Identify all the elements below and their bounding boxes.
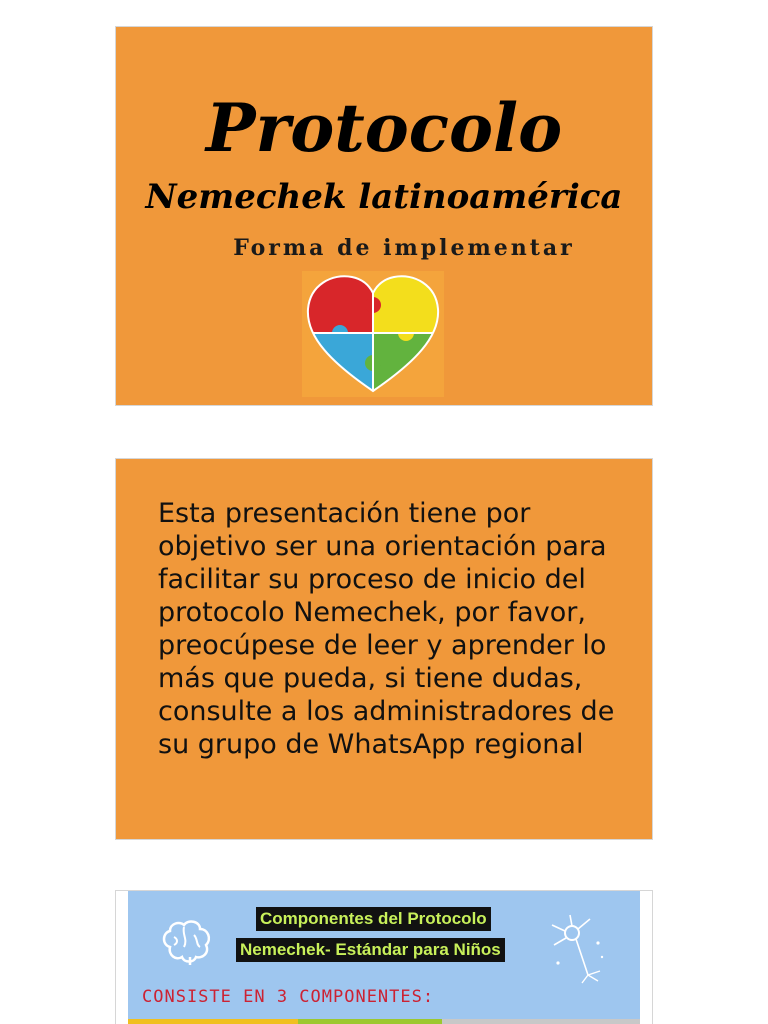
slide-subtitle-secondary: Forma de implementar: [233, 235, 575, 261]
components-intro-text: CONSISTE EN 3 COMPONENTES:: [142, 987, 435, 1007]
components-heading-line1: Componentes del Protocolo: [256, 907, 491, 931]
component-strip-3: [442, 1019, 640, 1024]
neuron-icon: [548, 913, 608, 985]
components-heading-line2: Nemechek- Estándar para Niños: [236, 938, 505, 962]
puzzle-heart-icon: [302, 271, 444, 397]
brain-icon: [160, 917, 212, 967]
slide-subtitle: Nemechek latinoamérica: [145, 177, 623, 217]
components-slide: [115, 890, 653, 1024]
title-slide: [115, 26, 653, 406]
component-strip-2: [298, 1019, 442, 1024]
intro-slide: [115, 458, 653, 840]
component-strip-1: [128, 1019, 298, 1024]
intro-paragraph: Esta presentación tiene por objetivo ser una orientación para facilitar su proceso de inicio del protocolo Nemechek, por favor, preocúpese de leer y aprender lo más que pueda, si tiene dudas, consulte a los administradores de su grupo de WhatsApp regional: [158, 498, 615, 760]
components-slide-body: [128, 891, 640, 1024]
slide-title: Protocolo: [205, 89, 563, 167]
